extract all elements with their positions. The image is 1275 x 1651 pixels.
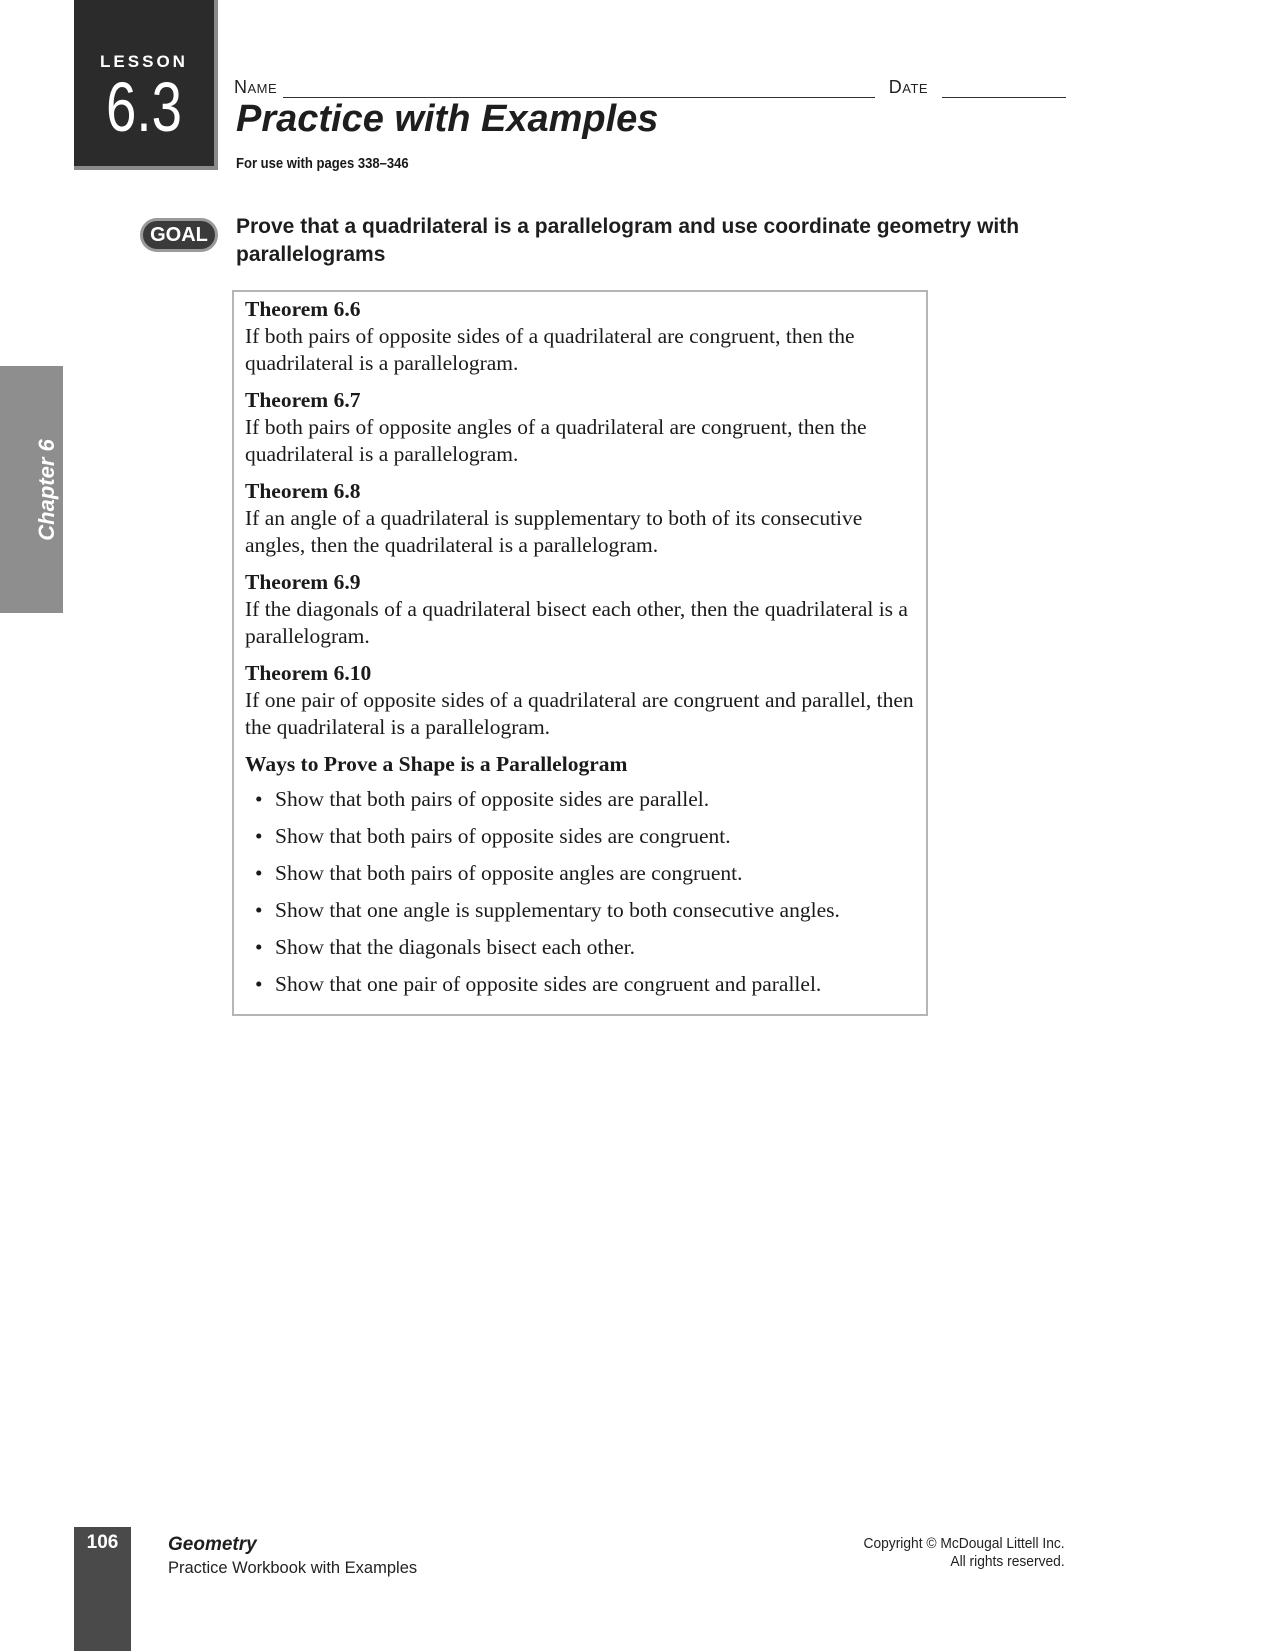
theorem-text: If the diagonals of a quadrilateral bisect each other, then the quadrilateral is a parallelogram.	[245, 597, 908, 648]
rights-line: All rights reserved.	[950, 1553, 1065, 1570]
page-reference: For use with pages 338–346	[236, 156, 409, 172]
copyright	[864, 1535, 1065, 1571]
theorem-title: Theorem 6.9	[245, 570, 361, 594]
list-item: • Show that both pairs of opposite sides are congruent.	[245, 823, 916, 850]
lesson-label: LESSON	[100, 52, 188, 71]
theorem-title: Theorem 6.10	[245, 661, 372, 685]
ways-title: Ways to Prove a Shape is a Parallelogram	[245, 752, 628, 776]
name-label: Name	[234, 77, 278, 97]
page-title: Practice with Examples	[236, 98, 659, 140]
theorem-text: If an angle of a quadrilateral is supplementary to both of its consecutive angles, then the quadrilateral is a parallelogram.	[245, 506, 863, 557]
date-field[interactable]	[942, 79, 1066, 98]
theorem-6-6	[245, 296, 916, 377]
theorem-6-7	[245, 387, 916, 468]
theorem-text: If both pairs of opposite sides of a quadrilateral are congruent, then the quadrilateral is a parallelogram.	[245, 324, 855, 375]
theorem-6-8	[245, 478, 916, 559]
goal-badge: GOAL	[140, 218, 218, 252]
book-subtitle: Practice Workbook with Examples	[168, 1559, 418, 1577]
copyright-line: Copyright © McDougal Littell Inc.	[863, 1535, 1065, 1552]
list-item: • Show that the diagonals bisect each other.	[245, 934, 916, 961]
lesson-number: 6.3	[106, 68, 182, 146]
list-item: • Show that one pair of opposite sides are congruent and parallel.	[245, 971, 916, 998]
ways-list	[245, 786, 916, 998]
name-field[interactable]	[283, 79, 875, 98]
theorem-box	[232, 290, 928, 1016]
theorem-title: Theorem 6.7	[245, 388, 361, 412]
name-date-line	[234, 68, 1066, 98]
theorem-text: If both pairs of opposite angles of a quadrilateral are congruent, then the quadrilateral is a parallelogram.	[245, 415, 867, 466]
chapter-label: Chapter 6	[34, 439, 59, 541]
goal-text: Prove that a quadrilateral is a parallelogram and use coordinate geometry with parallelograms	[236, 215, 1020, 266]
lesson-badge	[74, 0, 218, 170]
date-label: Date	[888, 77, 929, 97]
list-item: • Show that both pairs of opposite angles are congruent.	[245, 860, 916, 887]
theorem-title: Theorem 6.6	[245, 297, 361, 321]
theorem-6-9	[245, 569, 916, 650]
list-item: • Show that both pairs of opposite sides are parallel.	[245, 786, 916, 813]
list-item: • Show that one angle is supplementary to both consecutive angles.	[245, 897, 916, 924]
theorem-text: If one pair of opposite sides of a quadrilateral are congruent and parallel, then the quadrilateral is a parallelogram.	[245, 688, 914, 739]
theorem-6-10	[245, 660, 916, 741]
theorem-title: Theorem 6.8	[245, 479, 361, 503]
page-number: 106	[86, 1532, 119, 1553]
book-title: Geometry	[168, 1534, 257, 1555]
